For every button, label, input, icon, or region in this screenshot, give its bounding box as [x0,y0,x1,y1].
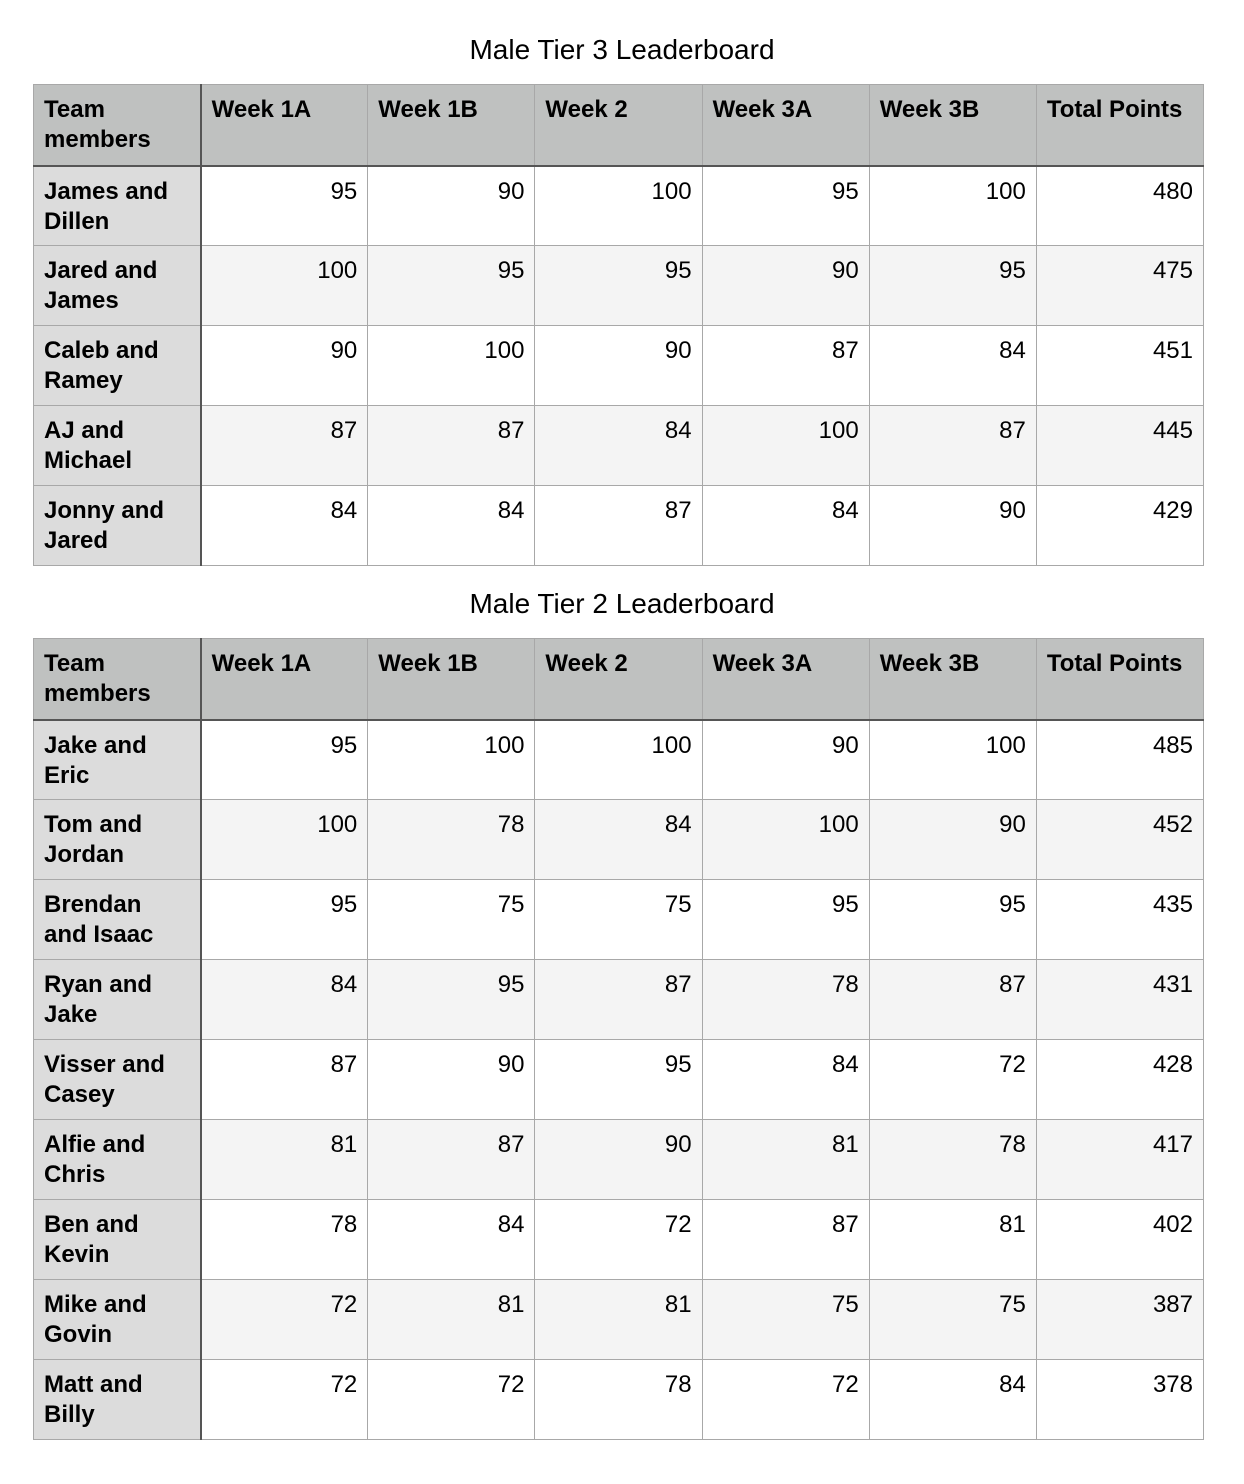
score-cell: 100 [869,166,1036,246]
total-points-cell: 435 [1036,880,1203,960]
score-cell: 95 [368,960,535,1040]
column-header: Week 2 [535,639,702,720]
score-cell: 84 [869,326,1036,406]
column-header: Week 3B [869,85,1036,166]
total-points-cell: 429 [1036,486,1203,566]
table-row [34,406,1204,486]
score-cell: 90 [702,246,869,326]
score-cell: 72 [535,1200,702,1280]
score-cell: 84 [535,406,702,486]
score-cell: 87 [869,406,1036,486]
score-cell: 84 [201,486,368,566]
total-points-cell: 480 [1036,166,1203,246]
score-cell: 78 [368,800,535,880]
score-cell: 95 [201,166,368,246]
score-cell: 87 [201,406,368,486]
score-cell: 87 [368,406,535,486]
total-points-cell: 387 [1036,1280,1203,1360]
score-cell: 95 [702,166,869,246]
score-cell: 100 [702,406,869,486]
score-cell: 100 [535,720,702,800]
score-cell: 75 [368,880,535,960]
team-name-cell: James and Dillen [34,166,201,246]
table-row [34,166,1204,246]
table-row [34,800,1204,880]
score-cell: 90 [201,326,368,406]
column-header: Week 1A [201,639,368,720]
column-header: Total Points [1036,85,1203,166]
score-cell: 84 [368,1200,535,1280]
score-cell: 90 [869,800,1036,880]
score-cell: 78 [702,960,869,1040]
score-cell: 84 [368,486,535,566]
score-cell: 81 [702,1120,869,1200]
team-name-cell: AJ and Michael [34,406,201,486]
score-cell: 90 [368,1040,535,1120]
score-cell: 81 [201,1120,368,1200]
score-cell: 78 [535,1360,702,1440]
total-points-cell: 402 [1036,1200,1203,1280]
score-cell: 95 [702,880,869,960]
column-header: Total Points [1036,639,1203,720]
score-cell: 81 [535,1280,702,1360]
score-cell: 84 [535,800,702,880]
score-cell: 84 [702,1040,869,1120]
score-cell: 81 [869,1200,1036,1280]
score-cell: 87 [702,1200,869,1280]
team-name-cell: Jonny and Jared [34,486,201,566]
table-row [34,1200,1204,1280]
column-header: Week 1B [368,85,535,166]
table-row [34,1280,1204,1360]
score-cell: 78 [869,1120,1036,1200]
column-header: Week 1B [368,639,535,720]
score-cell: 84 [702,486,869,566]
score-cell: 75 [869,1280,1036,1360]
column-header: Team members [34,639,201,720]
tier2-leaderboard-table [33,638,1204,1440]
score-cell: 87 [535,960,702,1040]
score-cell: 95 [535,1040,702,1120]
column-header: Week 3A [702,639,869,720]
team-name-cell: Visser and Casey [34,1040,201,1120]
total-points-cell: 485 [1036,720,1203,800]
score-cell: 87 [368,1120,535,1200]
score-cell: 95 [869,880,1036,960]
table-row [34,960,1204,1040]
team-name-cell: Caleb and Ramey [34,326,201,406]
tier3-leaderboard-table [33,84,1204,566]
score-cell: 95 [201,880,368,960]
score-cell: 87 [201,1040,368,1120]
score-cell: 90 [368,166,535,246]
score-cell: 78 [201,1200,368,1280]
table-row [34,486,1204,566]
score-cell: 72 [702,1360,869,1440]
score-cell: 100 [201,246,368,326]
total-points-cell: 417 [1036,1120,1203,1200]
score-cell: 100 [368,326,535,406]
column-header: Week 1A [201,85,368,166]
score-cell: 72 [201,1360,368,1440]
team-name-cell: Matt and Billy [34,1360,201,1440]
score-cell: 95 [869,246,1036,326]
score-cell: 100 [535,166,702,246]
column-header: Week 2 [535,85,702,166]
score-cell: 90 [535,1120,702,1200]
score-cell: 100 [869,720,1036,800]
score-cell: 72 [368,1360,535,1440]
total-points-cell: 452 [1036,800,1203,880]
tier3-title: Male Tier 3 Leaderboard [469,34,775,65]
header-row [34,85,1204,166]
table-row [34,326,1204,406]
header-row [34,639,1204,720]
score-cell: 75 [535,880,702,960]
score-cell: 72 [869,1040,1036,1120]
team-name-cell: Ben and Kevin [34,1200,201,1280]
score-cell: 100 [368,720,535,800]
team-name-cell: Alfie and Chris [34,1120,201,1200]
score-cell: 100 [201,800,368,880]
column-header: Week 3B [869,639,1036,720]
total-points-cell: 431 [1036,960,1203,1040]
table-row [34,720,1204,800]
total-points-cell: 428 [1036,1040,1203,1120]
tier2-title: Male Tier 2 Leaderboard [469,588,775,619]
score-cell: 81 [368,1280,535,1360]
team-name-cell: Jared and James [34,246,201,326]
score-cell: 90 [702,720,869,800]
score-cell: 95 [201,720,368,800]
score-cell: 87 [702,326,869,406]
score-cell: 90 [869,486,1036,566]
score-cell: 100 [702,800,869,880]
team-name-cell: Tom and Jordan [34,800,201,880]
table-row [34,246,1204,326]
score-cell: 84 [201,960,368,1040]
score-cell: 95 [368,246,535,326]
total-points-cell: 475 [1036,246,1203,326]
score-cell: 87 [869,960,1036,1040]
score-cell: 75 [702,1280,869,1360]
team-name-cell: Jake and Eric [34,720,201,800]
total-points-cell: 451 [1036,326,1203,406]
table-row [34,1040,1204,1120]
score-cell: 72 [201,1280,368,1360]
score-cell: 95 [535,246,702,326]
total-points-cell: 378 [1036,1360,1203,1440]
score-cell: 84 [869,1360,1036,1440]
team-name-cell: Mike and Govin [34,1280,201,1360]
score-cell: 90 [535,326,702,406]
table-row [34,1120,1204,1200]
total-points-cell: 445 [1036,406,1203,486]
team-name-cell: Brendan and Isaac [34,880,201,960]
score-cell: 87 [535,486,702,566]
table-row [34,1360,1204,1440]
column-header: Team members [34,85,201,166]
column-header: Week 3A [702,85,869,166]
team-name-cell: Ryan and Jake [34,960,201,1040]
table-row [34,880,1204,960]
